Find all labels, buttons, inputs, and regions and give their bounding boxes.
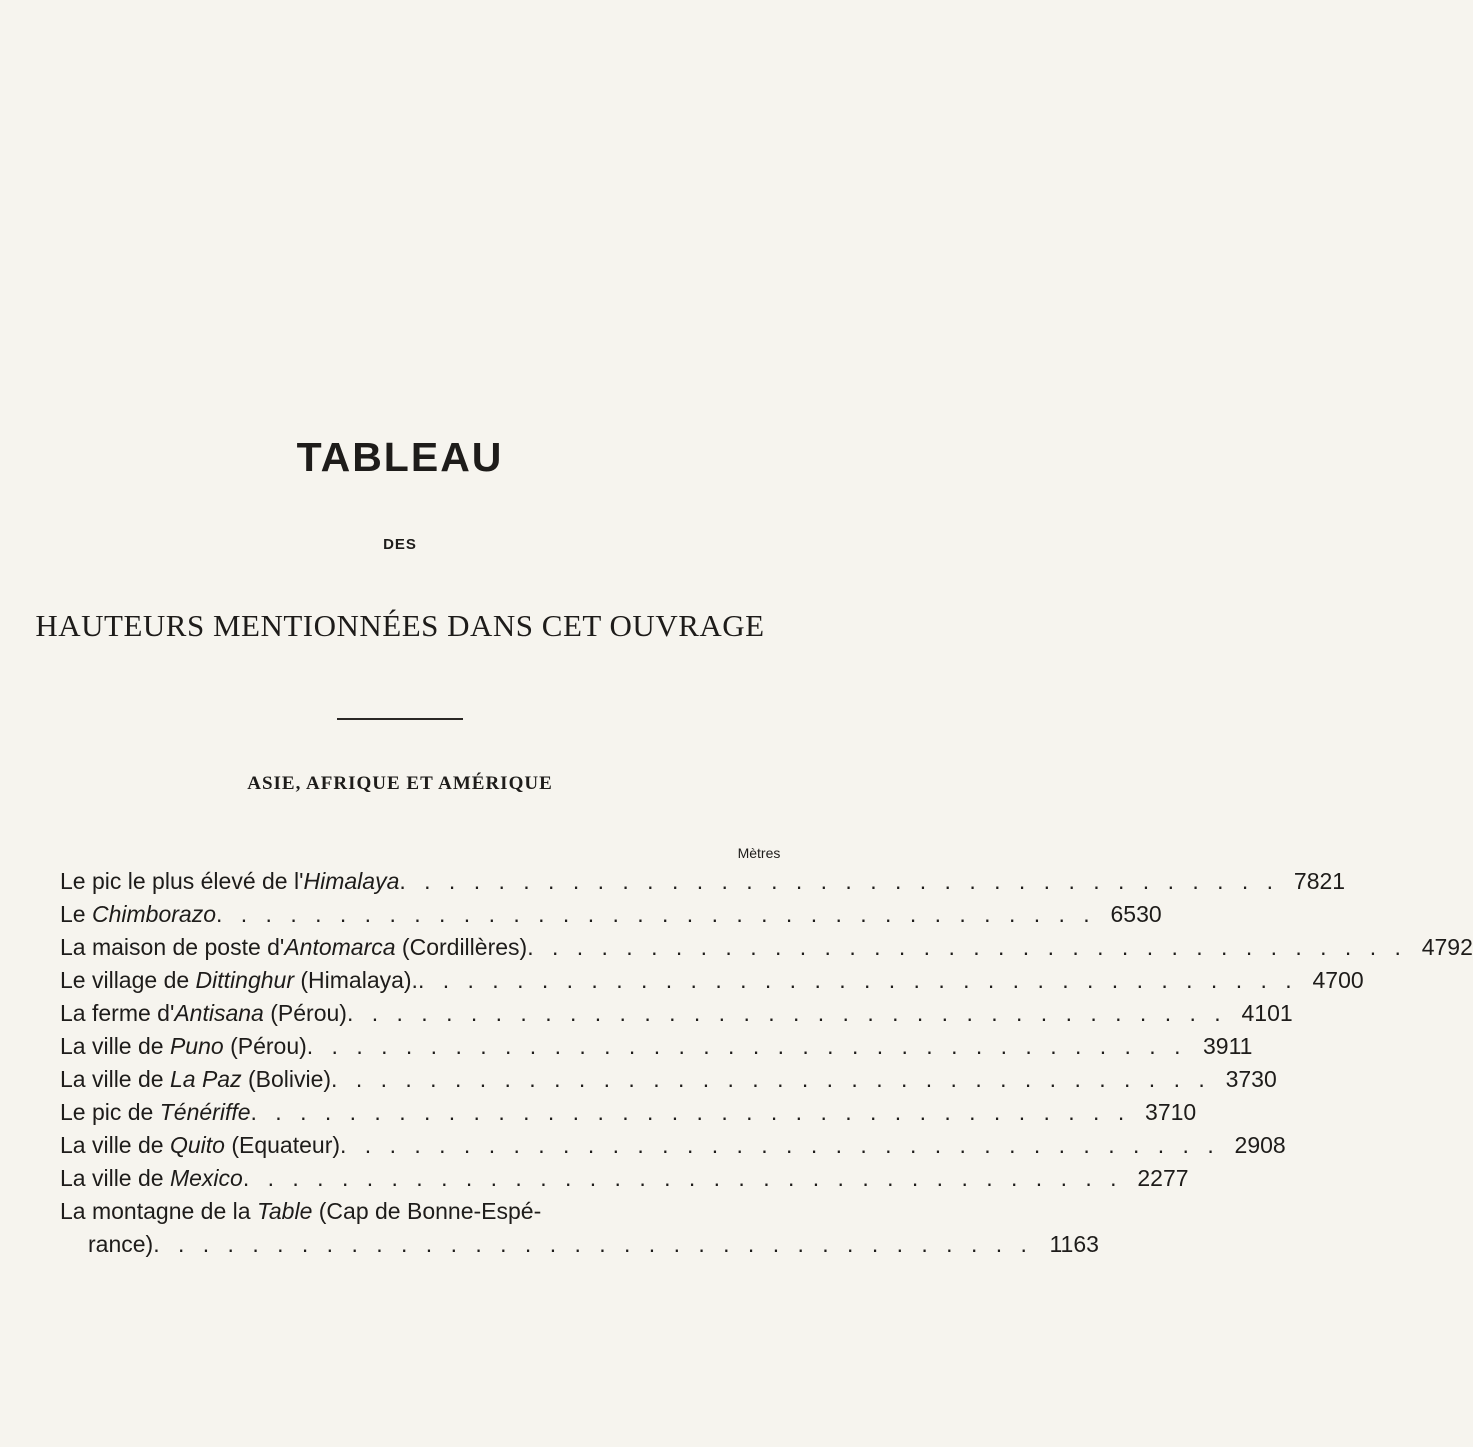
- entry-place-name: Table: [256, 1198, 313, 1224]
- entry-place-name: Chimborazo: [91, 901, 216, 927]
- entry-label: rance): [88, 1231, 154, 1257]
- height-value: 3730: [1225, 1066, 1277, 1092]
- dot-leader: . . . . . . . . . . . . . . . . . . . . . . . . . . . . . . . . . . . .: [527, 934, 1407, 960]
- table-row: [60, 1030, 1253, 1063]
- table-row: [60, 931, 1473, 964]
- page-subtitle: HAUTEURS MENTIONNÉES DANS CET OUVRAGE: [35, 608, 765, 643]
- table-row: [60, 1063, 1277, 1096]
- dot-leader: . . . . . . . . . . . . . . . . . . . . . . . . . . . . . . . . . . . .: [340, 1132, 1220, 1158]
- entry-place-name: Quito: [169, 1132, 225, 1158]
- dot-leader: . . . . . . . . . . . . . . . . . . . . . . . . . . . . . . . . . . . .: [417, 967, 1298, 993]
- dot-leader: . . . . . . . . . . . . . . . . . . . . . . . . . . . . . . . . . . . .: [306, 1033, 1187, 1059]
- table-row: [60, 1129, 1286, 1162]
- entry-label-text: Le: [60, 901, 92, 927]
- entry-label-text: La ville de: [60, 1066, 170, 1092]
- section-heading: ASIE, AFRIQUE ET AMÉRIQUE: [247, 773, 553, 794]
- dot-leader: . . . . . . . . . . . . . . . . . . . . . . . . . . . . . . . . . . . .: [242, 1165, 1123, 1191]
- entry-label: [60, 898, 216, 931]
- entry-label-text: La ville de: [60, 1132, 170, 1158]
- table-row: [60, 1162, 1189, 1195]
- height-value: 4792: [1421, 934, 1473, 960]
- entry-label: [60, 1129, 340, 1162]
- height-value: 3710: [1145, 1099, 1197, 1125]
- entry-label-text: La ville de: [60, 1033, 170, 1059]
- dot-leader: . . . . . . . . . . . . . . . . . . . . . . . . . . . . . . . . . . . .: [399, 868, 1280, 894]
- dot-leader: . . . . . . . . . . . . . . . . . . . . . . . . . . . . . . . . . . . .: [215, 901, 1096, 927]
- entry-place-name: Antomarca: [284, 934, 396, 960]
- entry-label-text: La ferme d': [60, 1000, 175, 1026]
- entry-place-name: Mexico: [169, 1165, 243, 1191]
- entry-place-name: Antisana: [174, 1000, 264, 1026]
- entry-label: [60, 1162, 243, 1195]
- table-row: [60, 898, 1162, 931]
- table-row: [60, 1228, 1099, 1261]
- table-row-continued: [60, 1195, 790, 1228]
- entry-label: [60, 964, 418, 997]
- dot-leader: . . . . . . . . . . . . . . . . . . . . . . . . . . . . . . . . . . . .: [153, 1231, 1033, 1257]
- entry-label-suffix: (Himalaya).: [293, 967, 418, 993]
- entry-label-suffix: (Pérou): [223, 1033, 307, 1059]
- entry-label-text: La ville de: [60, 1165, 170, 1191]
- entry-label-text: Le village de: [60, 967, 196, 993]
- table-row: [60, 1096, 1197, 1129]
- height-value: 4700: [1312, 967, 1364, 993]
- entry-label-text: Le pic de: [60, 1099, 160, 1125]
- table-row: [60, 964, 1364, 997]
- entry-place-name: La Paz: [169, 1066, 242, 1092]
- entry-place-name: Ténériffe: [159, 1099, 251, 1125]
- page-title: TABLEAU: [296, 434, 504, 480]
- dot-leader: . . . . . . . . . . . . . . . . . . . . . . . . . . . . . . . . . . . .: [346, 1000, 1227, 1026]
- entry-label: [60, 1096, 251, 1129]
- unit-column-header: Mètres: [737, 845, 781, 861]
- table-row: [60, 997, 1293, 1030]
- height-value: 2908: [1234, 1132, 1286, 1158]
- entry-label-suffix: (Cap de Bonne-Espé-: [312, 1198, 542, 1224]
- entry-label: [60, 997, 347, 1030]
- entry-label: [60, 1030, 307, 1063]
- entry-label-text: La maison de poste d': [60, 934, 285, 960]
- entry-label: [60, 865, 399, 898]
- table-row: [60, 865, 1346, 898]
- entry-label-text: Le pic le plus élevé de l': [60, 868, 304, 894]
- entry-label: [60, 931, 527, 964]
- entry-place-name: Dittinghur: [195, 967, 294, 993]
- title-rule: [337, 718, 463, 720]
- dot-leader: . . . . . . . . . . . . . . . . . . . . . . . . . . . . . . . . . . . .: [250, 1099, 1131, 1125]
- height-value: 1163: [1049, 1231, 1099, 1257]
- entry-label-suffix: (Cordillères): [395, 934, 528, 960]
- height-value: 2277: [1137, 1165, 1189, 1191]
- title-connector: DES: [383, 536, 417, 553]
- height-value: 4101: [1241, 1000, 1293, 1026]
- entry-label-text: La montagne de la: [60, 1198, 257, 1224]
- entry-label: [60, 1063, 331, 1096]
- height-value: 7821: [1293, 868, 1346, 894]
- entry-place-name: Puno: [169, 1033, 224, 1059]
- height-value: 6530: [1110, 901, 1162, 927]
- entry-place-name: Himalaya: [303, 868, 400, 894]
- dot-leader: . . . . . . . . . . . . . . . . . . . . . . . . . . . . . . . . . . . .: [331, 1066, 1211, 1092]
- entry-label-suffix: (Bolivie): [241, 1066, 332, 1092]
- entry-label-suffix: (Pérou): [263, 1000, 347, 1026]
- height-value: 3911: [1203, 1033, 1253, 1059]
- entry-label-suffix: (Equateur): [224, 1132, 341, 1158]
